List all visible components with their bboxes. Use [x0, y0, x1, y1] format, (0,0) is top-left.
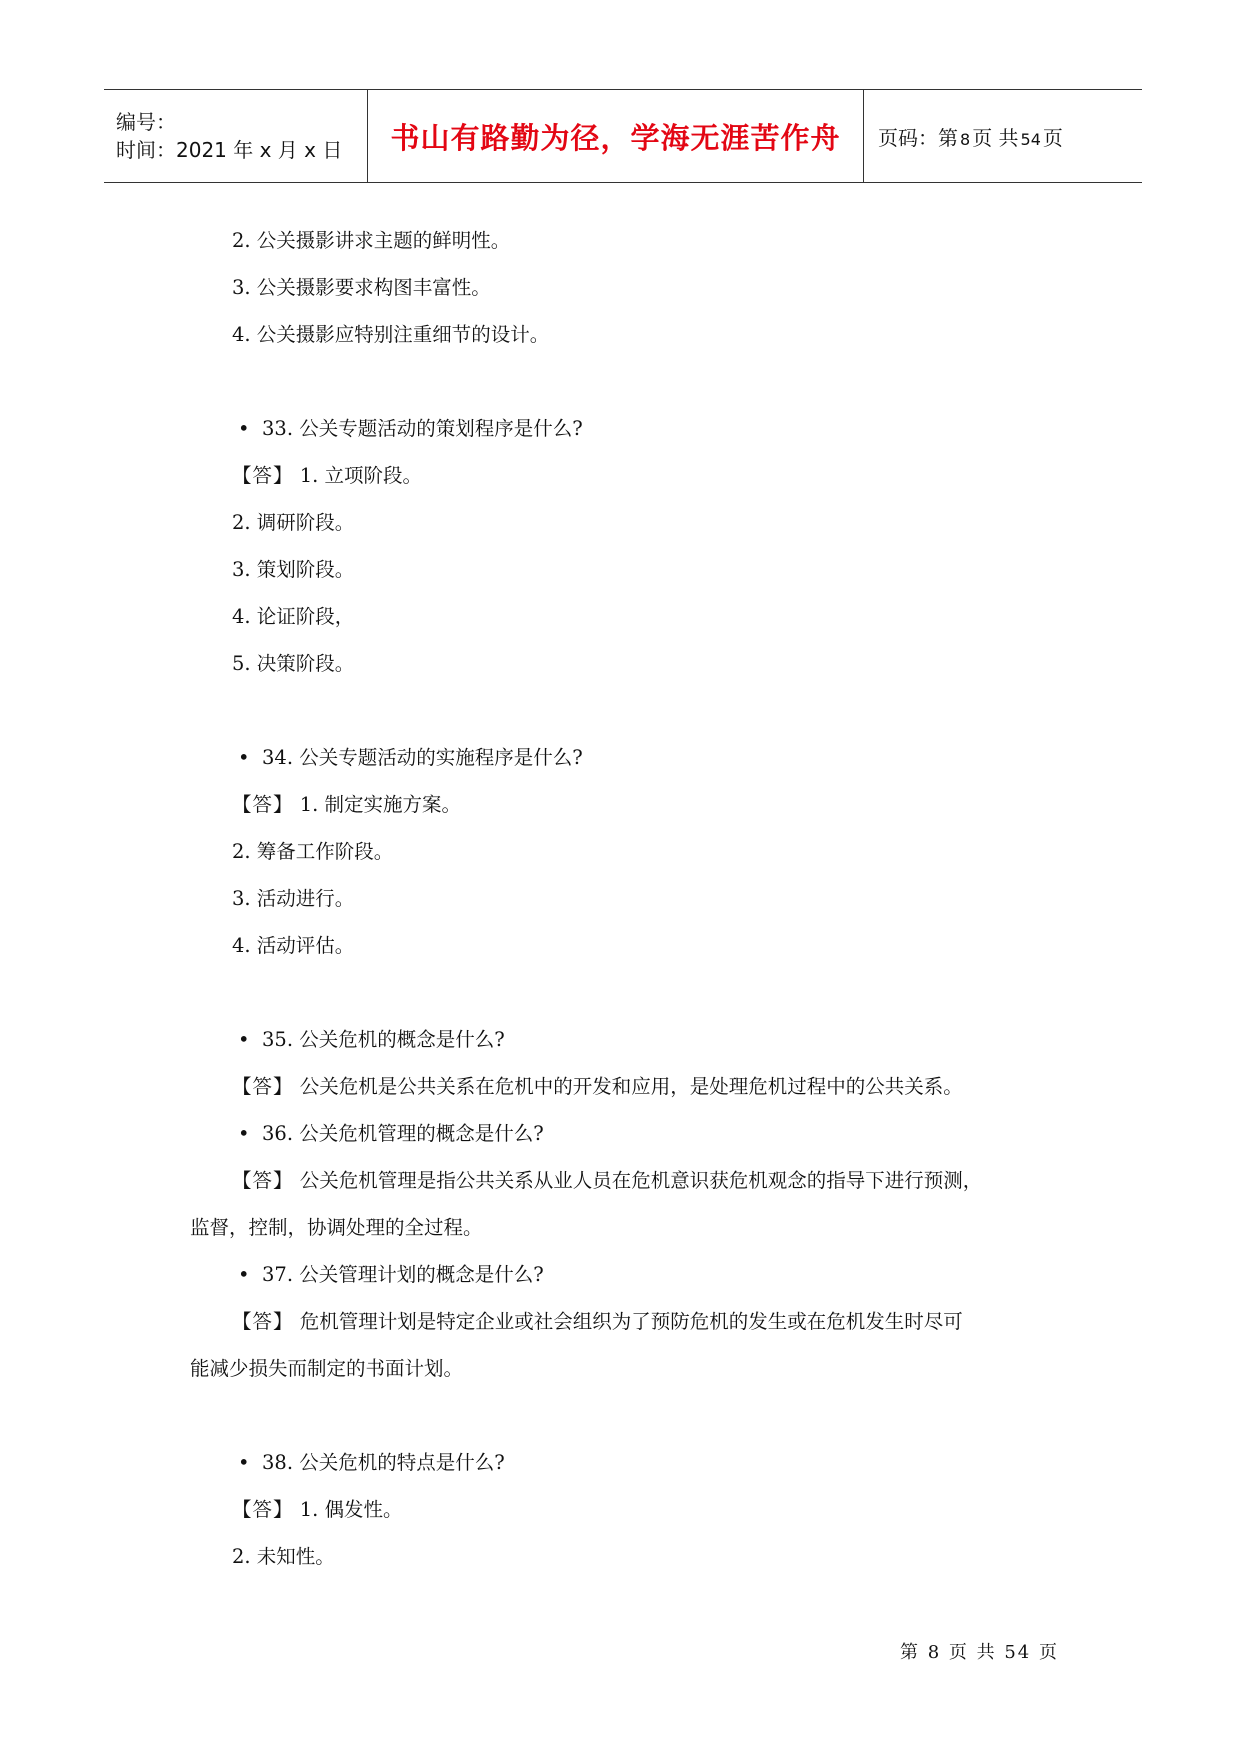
answer-tag: 【答】: [232, 1310, 294, 1333]
answer-tag: 【答】: [232, 1075, 294, 1098]
bullet-icon: •: [238, 1028, 250, 1051]
page-number: 8: [960, 129, 971, 149]
body-line: 3. 活动进行。: [232, 887, 355, 910]
question-33: • 33. 公关专题活动的策划程序是什么?: [238, 414, 583, 444]
answer-line: 【答】 1. 立项阶段。: [232, 464, 423, 487]
bullet-icon: •: [238, 1263, 250, 1286]
header-meta: [104, 90, 368, 182]
body-line: 监督，控制，协调处理的全过程。: [190, 1216, 483, 1239]
header-page-info: [864, 90, 1142, 182]
page-header: [104, 89, 1142, 183]
number-label: 编号：: [116, 110, 176, 134]
page-footer: 第 8 页 共 54 页: [900, 1642, 1059, 1663]
answer-tag: 【答】: [232, 1169, 294, 1192]
body-line: 2. 筹备工作阶段。: [232, 840, 394, 863]
question-35: • 35. 公关危机的概念是什么?: [238, 1025, 505, 1055]
header-motto: [368, 90, 864, 182]
page-prefix: 页码：第: [878, 125, 958, 150]
question-38: • 38. 公关危机的特点是什么?: [238, 1448, 505, 1478]
time-label: 时间：2021 年 x 月 x 日: [116, 138, 343, 162]
bullet-icon: •: [238, 1451, 250, 1474]
body-line: 2. 未知性。: [232, 1545, 335, 1568]
body-line: 2. 调研阶段。: [232, 511, 355, 534]
answer-line: 【答】 1. 制定实施方案。: [232, 793, 462, 816]
body-line: 能减少损失而制定的书面计划。: [190, 1357, 464, 1380]
question-37: • 37. 公关管理计划的概念是什么?: [238, 1260, 544, 1290]
body-line: 4. 活动评估。: [232, 934, 355, 957]
bullet-icon: •: [238, 417, 250, 440]
answer-line: 【答】 公关危机管理是指公共关系从业人员在危机意识获危机观念的指导下进行预测，: [232, 1169, 983, 1192]
question-34: • 34. 公关专题活动的实施程序是什么?: [238, 743, 583, 773]
answer-line: 【答】 危机管理计划是特定企业或社会组织为了预防危机的发生或在危机发生时尽可: [232, 1310, 963, 1333]
page-suffix: 页: [1042, 125, 1063, 150]
body-line: 4. 公关摄影应特别注重细节的设计。: [232, 323, 550, 346]
page-mid: 页 共: [972, 125, 1019, 150]
answer-tag: 【答】: [232, 464, 294, 487]
bullet-icon: •: [238, 746, 250, 769]
body-line: 2. 公关摄影讲求主题的鲜明性。: [232, 229, 511, 252]
body-line: 3. 公关摄影要求构图丰富性。: [232, 276, 491, 299]
question-36: • 36. 公关危机管理的概念是什么?: [238, 1119, 544, 1149]
body-line: 4. 论证阶段，: [232, 605, 355, 628]
bullet-icon: •: [238, 1122, 250, 1145]
page-total: 54: [1020, 129, 1041, 149]
body-line: 3. 策划阶段。: [232, 558, 355, 581]
answer-line: 【答】 1. 偶发性。: [232, 1498, 403, 1521]
answer-line: 【答】 公关危机是公共关系在危机中的开发和应用，是处理危机过程中的公共关系。: [232, 1075, 963, 1098]
answer-tag: 【答】: [232, 1498, 294, 1521]
body-line: 5. 决策阶段。: [232, 652, 355, 675]
answer-tag: 【答】: [232, 793, 294, 816]
motto-text: 书山有路勤为径，学海无涯苦作舟: [390, 120, 841, 155]
